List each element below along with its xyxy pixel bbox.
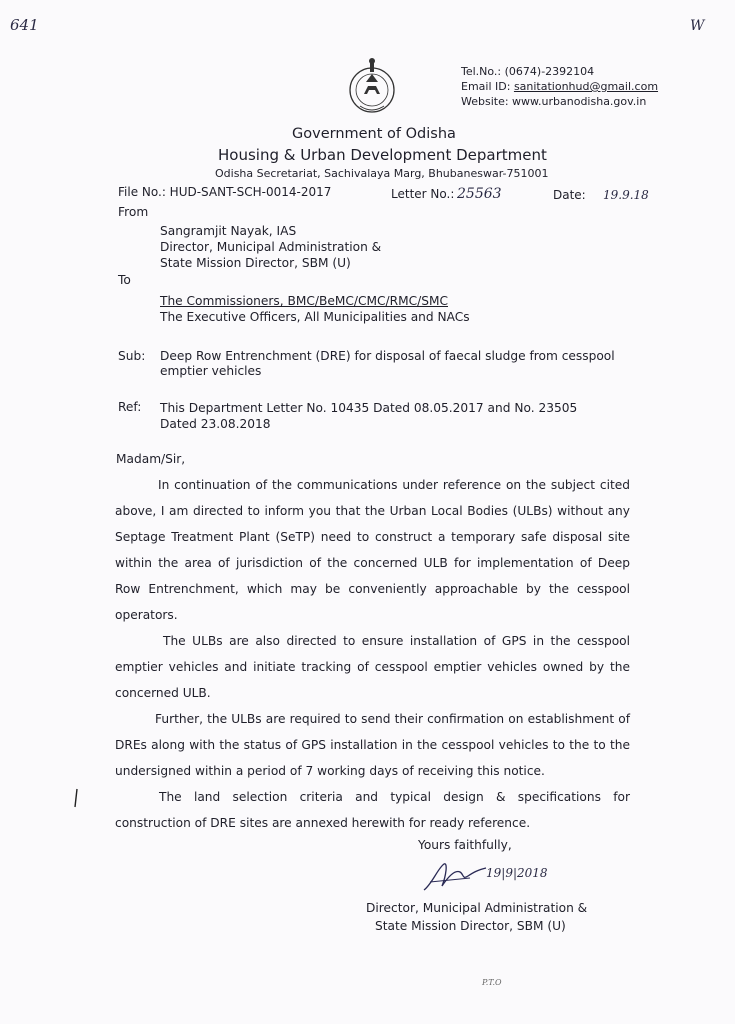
paragraph-text: In continuation of the communications under reference on the subject cited above, I am directed to inform you that the Urban Local Bodies (ULBs) without any Septage Treatment Plant (SeTP) need to construct a temporary safe disposal site within the area of jurisdiction of the concerned ULB for implementation of Deep Row Entrenchment, which may be conveniently approachable by the cesspool operators. [115,478,630,622]
salutation: Madam/Sir, [116,452,186,466]
reference-label: Ref: [118,400,142,414]
contact-block [461,64,658,109]
body-paragraph-3 [115,706,630,784]
to-line-1: The Commissioners, BMC/BeMC/CMC/RMC/SMC [160,294,448,308]
to-label: To [118,273,131,287]
reference-line-1: This Department Letter No. 10435 Dated 08.05.2017 and No. 23505 [160,401,578,415]
government-title: Government of Odisha [292,126,456,142]
subject-label: Sub: [118,349,146,363]
letter-number-value: 25563 [457,186,502,202]
department-address: Odisha Secretariat, Sachivalaya Marg, Bhubaneswar-751001 [215,167,549,180]
contact-website: Website: www.urbanodisha.gov.in [461,95,647,108]
subject-line-1: Deep Row Entrenchment (DRE) for disposal of faecal sludge from cesspool [160,349,615,363]
margin-tick-icon [72,788,80,808]
reference-line-2: Dated 23.08.2018 [160,417,271,431]
footer-mark: P.T.O [482,978,502,987]
department-title: Housing & Urban Development Department [218,146,547,164]
valediction: Yours faithfully, [418,838,512,852]
from-block [160,223,381,271]
date-label: Date: [553,188,586,202]
reference-text [160,400,577,432]
closing-designation-1: Director, Municipal Administration & [366,901,588,915]
state-emblem-icon [346,56,398,116]
closing-designation [366,899,587,935]
paragraph-text: The ULBs are also directed to ensure installation of GPS in the cesspool emptier vehicles and initiate tracking of cesspool emptier vehicles owned by the concerned ULB. [115,634,630,700]
margin-note-left: 641 [10,16,39,34]
from-name: Sangramjit Nayak, IAS [160,224,297,238]
letter-number-label: Letter No.: [391,187,455,201]
subject-line-2: emptier vehicles [160,364,262,378]
file-number: File No.: HUD-SANT-SCH-0014-2017 [118,185,332,199]
paragraph-text: The land selection criteria and typical design & specifications for construction of DRE sites are annexed herewith for ready reference. [115,790,630,830]
contact-tel: Tel.No.: (0674)-2392104 [461,65,595,78]
contact-email-line [461,79,658,94]
signature-date: 19|9|2018 [486,866,548,880]
margin-note-right: W [690,18,705,34]
body-paragraph-2 [115,628,630,706]
subject-text [160,349,615,379]
from-designation-1: Director, Municipal Administration & [160,240,382,254]
body-paragraph-4 [115,784,630,836]
contact-email-label: Email ID: [461,80,514,93]
paragraph-text: Further, the ULBs are required to send their confirmation on establishment of DREs along with the status of GPS installation in the cesspool vehicles to the to the undersigned within a period of 7 working days of receiving this notice. [115,712,630,778]
from-label: From [118,205,149,219]
date-value: 19.9.18 [603,188,649,202]
body-paragraph-1 [115,472,630,628]
to-line-2: The Executive Officers, All Municipalities and NACs [160,310,470,324]
to-block [160,293,470,325]
contact-email-link[interactable]: sanitationhud@gmail.com [513,80,659,93]
from-designation-2: State Mission Director, SBM (U) [160,256,351,270]
closing-designation-2: State Mission Director, SBM (U) [375,919,566,933]
